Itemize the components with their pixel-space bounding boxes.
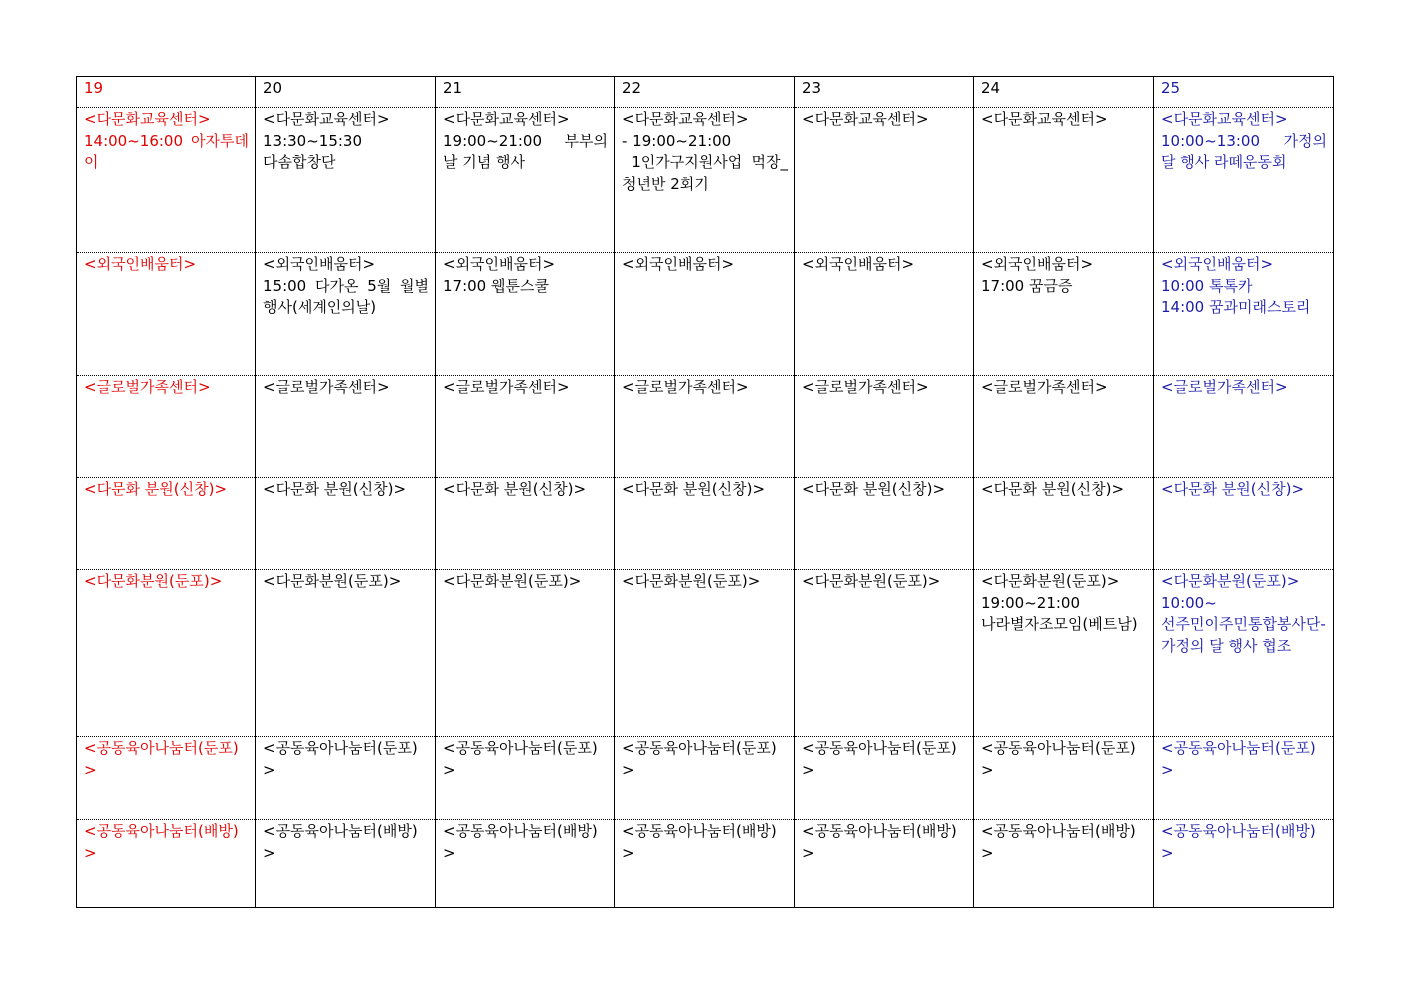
event-text: 19:00~21:00 부부의 날 기념 행사 [443,131,613,171]
date-cell-thu: 23 [795,77,974,108]
schedule-cell [795,108,974,253]
schedule-cell [436,570,615,737]
schedule-cell [795,478,974,570]
center-label: <공동육아나눔터(배방)> [981,822,1136,862]
center-label: <외국인배움터> [622,255,735,273]
schedule-row-childcare-dunpo [77,737,1334,820]
schedule-cell [256,820,436,908]
date-cell-tue: 21 [436,77,615,108]
schedule-cell [256,737,436,820]
schedule-cell [1154,253,1334,376]
center-label: <공동육아나눔터(둔포)> [802,739,957,779]
center-label: <공동육아나눔터(둔포)> [263,739,418,779]
event-text: 19:00~21:00 [981,593,1081,612]
center-label: <글로벌가족센터> [84,378,211,396]
schedule-cell [974,820,1154,908]
center-label: <공동육아나눔터(둔포)> [981,739,1136,779]
center-label: <다문화분원(둔포)> [443,572,582,590]
center-label: <다문화분원(둔포)> [981,572,1120,590]
schedule-cell [1154,478,1334,570]
schedule-cell [615,737,795,820]
center-label: <다문화교육센터> [622,110,749,128]
center-label: <다문화분원(둔포)> [263,572,402,590]
center-label: <다문화 분원(신창)> [802,480,946,498]
schedule-cell [795,570,974,737]
event-text: 1인가구지원사업 먹장_청년반 2회기 [622,153,788,193]
center-label: <공동육아나눔터(배방)> [1161,822,1316,862]
center-label: <공동육아나눔터(배방)> [802,822,957,862]
schedule-cell [77,376,256,478]
event-text: 17:00 꿈금증 [981,276,1073,295]
schedule-cell [615,478,795,570]
schedule-cell [795,253,974,376]
event-text: 13:30~15:30 [263,131,363,150]
event-text: 15:00 다가온 5월 월별행사(세계인의날) [263,276,429,316]
date-cell-fri: 24 [974,77,1154,108]
center-label: <공동육아나눔터(배방)> [84,822,239,862]
schedule-cell [256,570,436,737]
schedule-cell [436,376,615,478]
center-label: <다문화분원(둔포)> [802,572,941,590]
schedule-cell [256,253,436,376]
center-label: <공동육아나눔터(둔포)> [443,739,598,779]
center-label: <다문화교육센터> [84,110,211,128]
center-label: <다문화 분원(신창)> [84,480,228,498]
center-label: <외국인배움터> [84,255,197,273]
schedule-cell [974,253,1154,376]
schedule-cell [974,376,1154,478]
center-label: <다문화교육센터> [263,110,390,128]
center-label: <다문화분원(둔포)> [84,572,223,590]
center-label: <공동육아나눔터(배방)> [443,822,598,862]
schedule-cell [795,737,974,820]
schedule-cell [1154,108,1334,253]
schedule-cell [256,478,436,570]
schedule-cell [615,108,795,253]
center-label: <다문화교육센터> [443,110,570,128]
schedule-row-global-family-center [77,376,1334,478]
schedule-cell [436,820,615,908]
event-text: 다솜합창단 [263,153,336,171]
event-text: - 19:00~21:00 [622,131,732,150]
schedule-body [77,77,1334,908]
center-label: <다문화 분원(신창)> [1161,480,1305,498]
event-text: 나라별자조모임(베트남) [981,615,1138,633]
center-label: <공동육아나눔터(둔포)> [84,739,239,779]
schedule-cell [795,376,974,478]
schedule-cell [436,253,615,376]
center-label: <외국인배움터> [981,255,1094,273]
center-label: <공동육아나눔터(둔포)> [622,739,777,779]
date-cell-sat: 25 [1154,77,1334,108]
center-label: <다문화분원(둔포)> [1161,572,1300,590]
center-label: <다문화분원(둔포)> [622,572,761,590]
schedule-cell [77,108,256,253]
schedule-cell [256,108,436,253]
center-label: <다문화 분원(신창)> [263,480,407,498]
schedule-cell [77,737,256,820]
event-text: 10:00~13:00 가정의 달 행사 라떼운동회 [1161,131,1332,171]
event-text: 14:00~16:00 아자투데이 [84,131,249,171]
date-cell-mon: 20 [256,77,436,108]
schedule-cell [974,108,1154,253]
event-text: 10:00 톡톡카 [1161,276,1253,295]
center-label: <외국인배움터> [263,255,376,273]
event-text: 14:00 꿈과미래스토리 [1161,298,1311,316]
schedule-cell [974,737,1154,820]
schedule-row-childcare-baebang [77,820,1334,908]
schedule-cell [615,253,795,376]
event-text: 17:00 웹툰스쿨 [443,276,549,295]
center-label: <글로벌가족센터> [1161,378,1288,396]
schedule-row-education-center [77,108,1334,253]
event-text: 선주민이주민통합봉사단- 가정의 달 행사 협조 [1161,615,1331,655]
schedule-row-branch-dunpo [77,570,1334,737]
schedule-cell [615,820,795,908]
schedule-row-foreigner-center [77,253,1334,376]
center-label: <외국인배움터> [802,255,915,273]
schedule-cell [77,570,256,737]
schedule-cell [1154,820,1334,908]
schedule-cell [1154,737,1334,820]
schedule-row-branch-sinchang [77,478,1334,570]
center-label: <글로벌가족센터> [622,378,749,396]
schedule-cell [795,820,974,908]
schedule-cell [615,376,795,478]
date-cell-wed: 22 [615,77,795,108]
date-cell-sun: 19 [77,77,256,108]
center-label: <글로벌가족센터> [263,378,390,396]
center-label: <다문화교육센터> [1161,110,1288,128]
center-label: <다문화교육센터> [981,110,1108,128]
center-label: <다문화 분원(신창)> [443,480,587,498]
event-text: 10:00~ [1161,593,1217,612]
center-label: <공동육아나눔터(배방)> [622,822,777,862]
center-label: <공동육아나눔터(배방)> [263,822,418,862]
schedule-cell [436,108,615,253]
center-label: <글로벌가족센터> [802,378,929,396]
schedule-cell [436,737,615,820]
schedule-cell [256,376,436,478]
center-label: <글로벌가족센터> [443,378,570,396]
date-row [77,77,1334,108]
schedule-cell [615,570,795,737]
center-label: <다문화 분원(신창)> [622,480,766,498]
schedule-cell [1154,376,1334,478]
center-label: <외국인배움터> [443,255,556,273]
schedule-cell [974,570,1154,737]
schedule-cell [77,820,256,908]
schedule-cell [1154,570,1334,737]
schedule-cell [974,478,1154,570]
center-label: <다문화 분원(신창)> [981,480,1125,498]
schedule-cell [77,253,256,376]
schedule-cell [436,478,615,570]
center-label: <공동육아나눔터(둔포)> [1161,739,1316,779]
schedule-cell [77,478,256,570]
center-label: <글로벌가족센터> [981,378,1108,396]
center-label: <외국인배움터> [1161,255,1274,273]
center-label: <다문화교육센터> [802,110,929,128]
weekly-schedule-table [76,76,1334,908]
